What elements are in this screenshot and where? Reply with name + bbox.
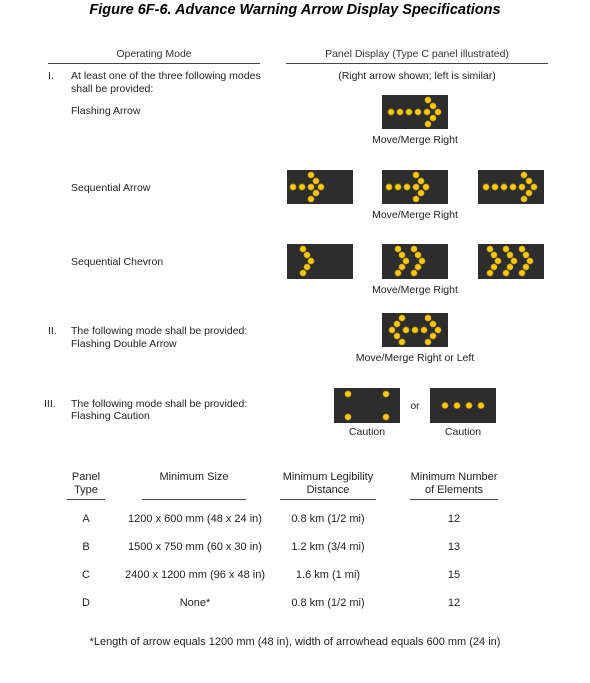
legibility-header-line-2: Distance [306,484,350,496]
minimum-size-rule [142,499,246,500]
row-a-elements: 12 [447,513,461,525]
row-c-type: C [82,569,90,581]
section-2-numeral: II. [48,325,57,337]
elements-header-line-1: Minimum Number [410,471,498,483]
sequential-chevron-lamps-3 [478,244,544,279]
panel-type-rule [67,499,105,500]
sequential-chevron-panel-3 [478,244,544,279]
caution-caption-a: Caution [348,426,386,438]
flashing-double-arrow-caption: Move/Merge Right or Left [355,352,475,364]
flashing-arrow-lamps [382,95,448,129]
flashing-arrow-panel [382,95,448,129]
caution-panel-row [430,388,496,423]
sequential-chevron-label: Sequential Chevron [71,256,164,268]
row-c-distance: 1.6 km (1 mi) [295,569,361,581]
row-c-size: 2400 x 1200 mm (96 x 48 in) [124,569,266,581]
caution-or-text: or [410,400,420,412]
panel-type-header-line-2: Type [74,484,98,496]
caution-caption-b: Caution [444,426,482,438]
row-b-elements: 13 [447,541,461,553]
caution-panel-corners [334,388,400,423]
minimum-size-header: Minimum Size [159,471,229,483]
sequential-arrow-lamps-3 [478,170,544,204]
flashing-arrow-caption: Move/Merge Right [372,134,458,146]
section-3-numeral: III. [44,398,56,410]
panel-type-header-line-1: Panel [71,471,101,483]
row-c-elements: 15 [447,569,461,581]
elements-rule [410,499,498,500]
sequential-arrow-panel-2 [382,170,448,204]
row-a-type: A [82,513,90,525]
panel-display-header: Panel Display (Type C panel illustrated) [325,48,509,60]
section-1-line-1: At least one of the three following modes [71,70,261,82]
right-arrow-note: (Right arrow shown; left is similar) [338,70,496,82]
sequential-arrow-caption: Move/Merge Right [372,209,458,221]
row-d-distance: 0.8 km (1/2 mi) [291,597,365,609]
row-b-size: 1500 x 750 mm (60 x 30 in) [128,541,262,553]
sequential-arrow-panel-3 [478,170,544,204]
sequential-chevron-lamps-1 [287,244,353,279]
flashing-double-arrow-lamps [382,313,448,347]
sequential-arrow-lamps-2 [382,170,448,204]
caution-row-lamps [430,388,496,423]
header-rule-left [48,63,260,64]
sequential-arrow-label: Sequential Arrow [71,182,151,194]
row-b-type: B [82,541,90,553]
sequential-arrow-lamps-1 [287,170,353,204]
sequential-chevron-panel-2 [382,244,448,279]
figure-title: Figure 6F-6. Advance Warning Arrow Display Specifications [89,2,501,18]
row-d-size: None* [179,597,211,609]
sequential-arrow-panel-1 [287,170,353,204]
legibility-header [277,471,379,497]
panel-type-header [66,471,106,497]
row-d-type: D [82,597,90,609]
legibility-header-line-1: Minimum Legibility [282,471,374,483]
section-1-line-2: shall be provided: [71,83,154,95]
sequential-chevron-caption: Move/Merge Right [372,284,458,296]
operating-mode-header: Operating Mode [116,48,192,60]
caution-corner-lamps [334,388,400,423]
section-3-line-1: The following mode shall be provided: [71,398,248,410]
section-2-line-1: The following mode shall be provided: [71,325,248,337]
flashing-double-arrow-label: Flashing Double Arrow [71,338,177,350]
sequential-chevron-lamps-2 [382,244,448,279]
sequential-chevron-panel-1 [287,244,353,279]
flashing-caution-label: Flashing Caution [71,410,150,422]
flashing-double-arrow-panel [382,313,448,347]
section-1-numeral: I. [48,70,54,82]
header-rule-right [286,63,548,64]
elements-header-line-2: of Elements [424,484,484,496]
flashing-arrow-label: Flashing Arrow [71,105,141,117]
row-b-distance: 1.2 km (3/4 mi) [291,541,365,553]
footnote: *Length of arrow equals 1200 mm (48 in), width of arrowhead equals 600 mm (24 in) [89,636,501,648]
legibility-rule [280,499,376,500]
elements-header [404,471,504,497]
row-a-size: 1200 x 600 mm (48 x 24 in) [128,513,262,525]
row-d-elements: 12 [447,597,461,609]
row-a-distance: 0.8 km (1/2 mi) [291,513,365,525]
